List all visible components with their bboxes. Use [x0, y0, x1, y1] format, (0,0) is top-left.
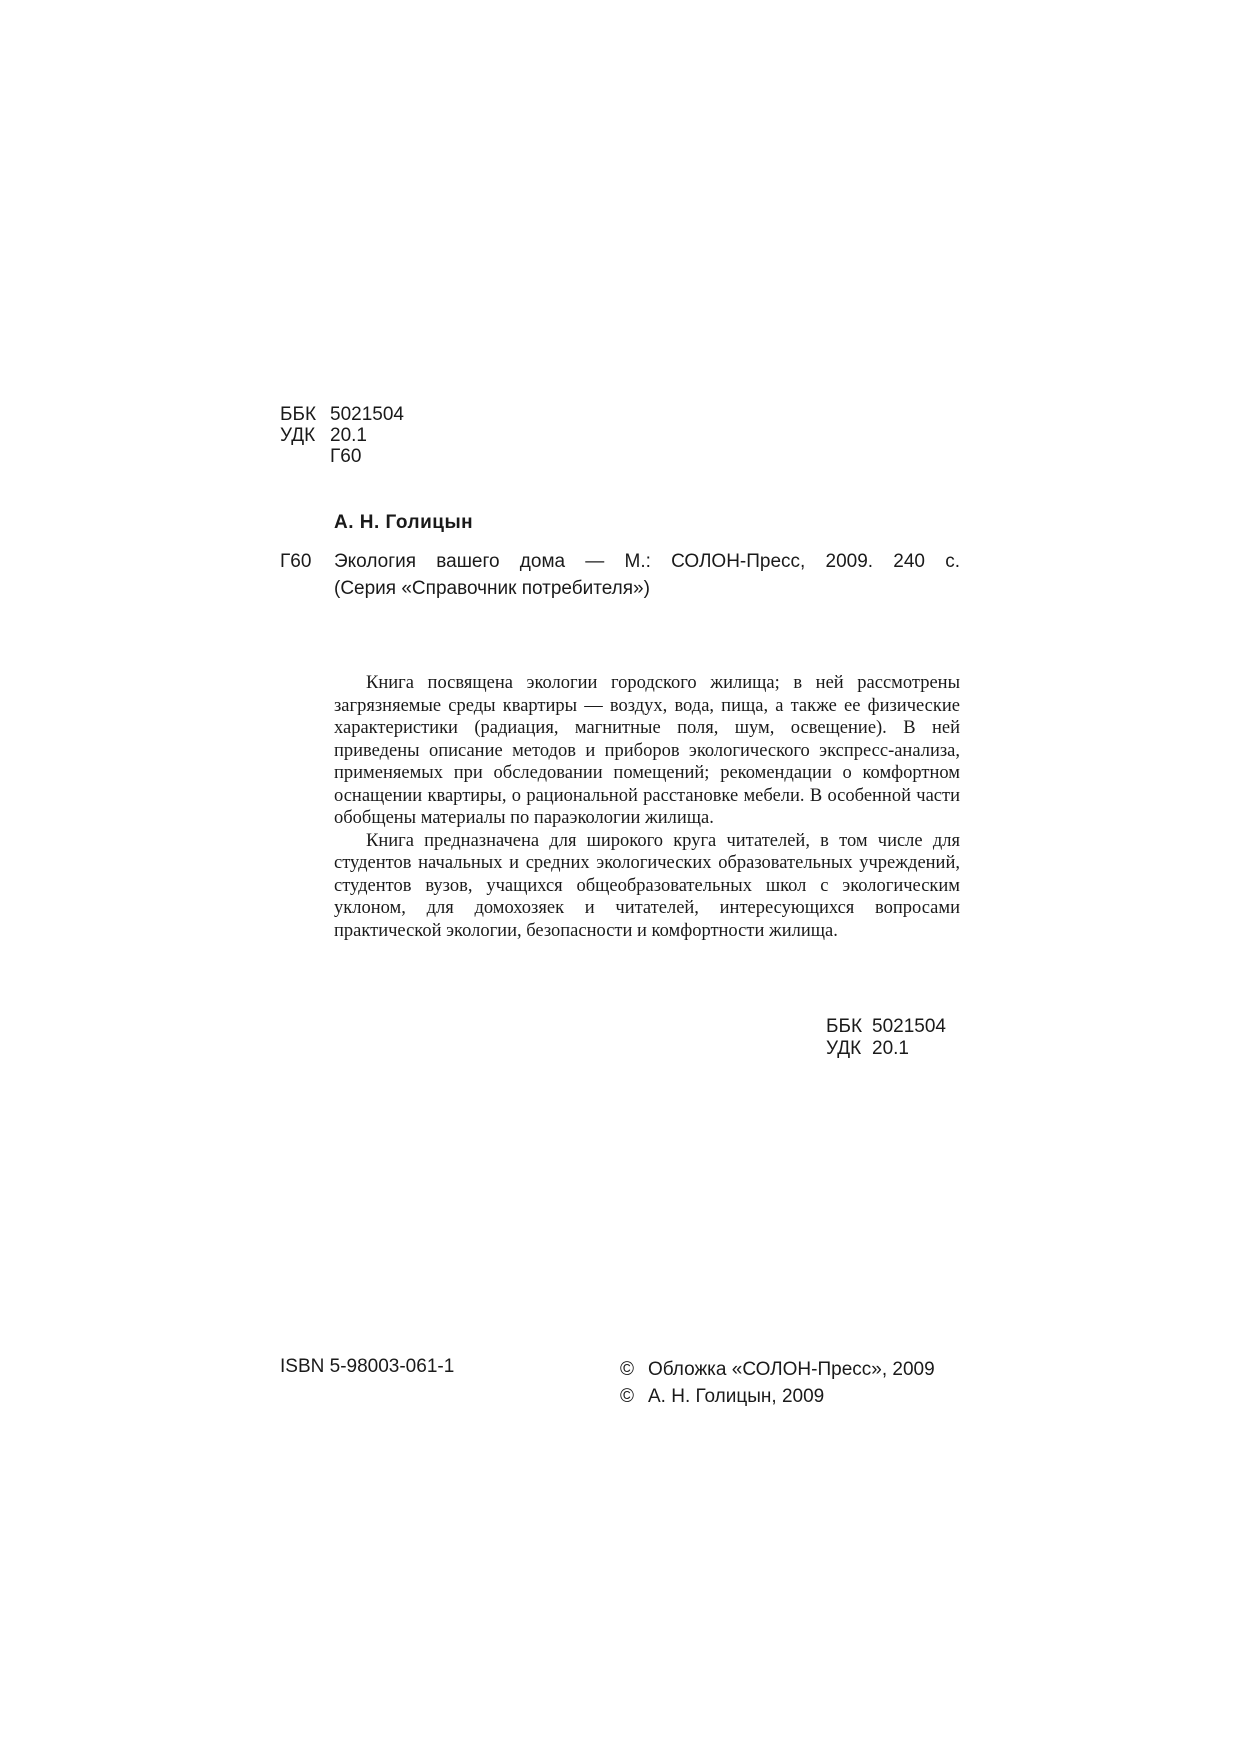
- bbk-value: 5021504: [330, 404, 404, 425]
- copyright-symbol: ©: [620, 1359, 634, 1380]
- udk-value: 20.1: [330, 425, 367, 446]
- bib-series-line: (Серия «Справочник потребителя»): [334, 578, 650, 599]
- bib-description: [334, 548, 960, 602]
- author-name: А. Н. Голицын: [334, 512, 474, 533]
- copyright-author-text: А. Н. Голицын, 2009: [648, 1386, 825, 1407]
- copyright-author: [620, 1383, 935, 1410]
- udk-row: [280, 425, 404, 446]
- udk-value-bottom: 20.1: [872, 1038, 909, 1059]
- copyright-cover: [620, 1356, 935, 1383]
- author-code-row: [280, 446, 404, 467]
- annotation-paragraph-2: Книга предназначена для широкого круга читателей, в том числе для студентов начальных и средних экологических образовательных учреждений, студентов вузов, учащихся общеобразовательных школ с экологическим уклоном, для домохозяек и читателей, интересующихся вопросами практической экологии, безопасности и комфортности жилища.: [334, 830, 960, 941]
- udk-row-bottom: [826, 1038, 946, 1060]
- bbk-row: [280, 404, 404, 425]
- annotation: [334, 672, 960, 942]
- classification-block-bottom: [826, 1016, 946, 1060]
- bbk-row-bottom: [826, 1016, 946, 1038]
- author-code: Г60: [330, 446, 362, 467]
- copyright-block: [620, 1356, 935, 1410]
- bbk-label-bottom: ББК: [826, 1016, 863, 1037]
- bib-author-code: Г60: [280, 551, 312, 572]
- bib-title-line: Экология вашего дома — М.: СОЛОН-Пресс, 2009. 240 с.: [334, 551, 960, 572]
- udk-label-bottom: УДК: [826, 1038, 862, 1059]
- isbn: ISBN 5-98003-061-1: [280, 1356, 455, 1377]
- annotation-paragraph-1: Книга посвящена экологии городского жилища; в ней рассмотрены загрязняемые среды квартиры — воздух, вода, пища, а также ее физические характеристики (радиация, магнитные поля, шум, освещение). В ней приведены описание методов и приборов экологического экспресс-анализа, применяемых при обследовании помещений; рекомендации о комфортном оснащении квартиры, о рациональной расстановке мебели. В особенной части обобщены материалы по параэкологии жилища.: [334, 673, 960, 828]
- bbk-label: ББК: [280, 404, 317, 425]
- copyright-cover-text: Обложка «СОЛОН-Пресс», 2009: [648, 1359, 935, 1380]
- copyright-symbol: ©: [620, 1386, 634, 1407]
- bbk-value-bottom: 5021504: [872, 1016, 946, 1037]
- bibliographic-record: [280, 548, 960, 602]
- classification-block-top: [280, 404, 404, 467]
- udk-label: УДК: [280, 425, 316, 446]
